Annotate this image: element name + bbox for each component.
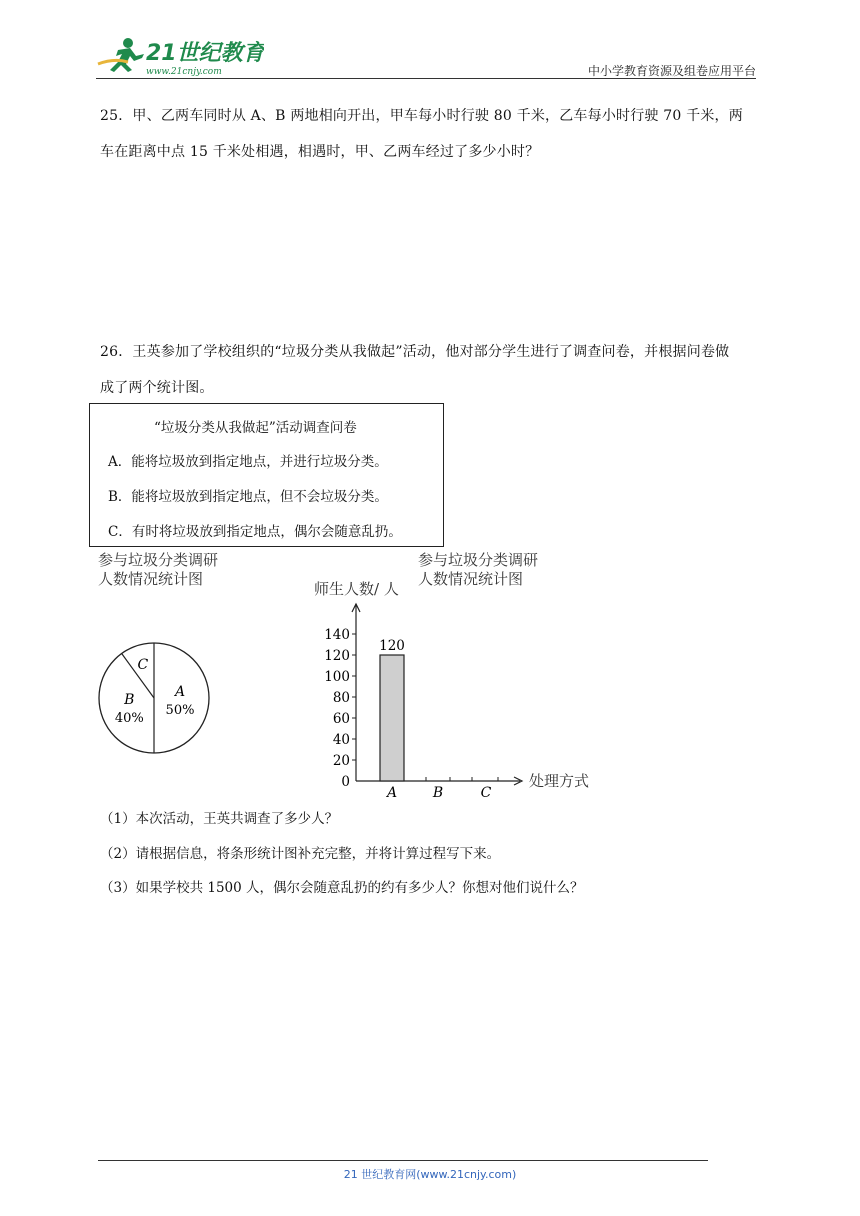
y-tick-label: 120	[324, 648, 350, 664]
pie-slice-percent: 40%	[114, 711, 144, 727]
y-tick-label: 140	[324, 627, 350, 643]
y-tick-label: 80	[332, 690, 350, 706]
bar-chart	[300, 574, 600, 804]
bar-y-axis-label: 师生人数/ 人	[314, 580, 399, 598]
y-tick-label: 100	[324, 669, 350, 685]
pie-slice-label: A	[174, 684, 186, 700]
question-25-line1: 25．甲、乙两车同时从 A、B 两地相向开出，甲车每小时行驶 80 千米，乙车每小时行驶 70 千米，两	[100, 108, 743, 124]
footer-link[interactable]: 21 世纪教育网(www.21cnjy.com)	[343, 1168, 517, 1181]
pie-chart-title	[98, 551, 218, 589]
y-tick-label: 40	[332, 732, 350, 748]
bar-title-line1: 参与垃圾分类调研	[418, 551, 539, 569]
pie-slice-percent: 50%	[165, 703, 195, 718]
logo-url: www.21cnjy.com	[146, 67, 222, 77]
survey-box	[89, 403, 444, 547]
x-tick-label: C	[480, 785, 492, 801]
sub-question-3: （3）如果学校共 1500 人，偶尔会随意乱扔的约有多少人？你想对他们说什么？	[100, 880, 584, 896]
question-25-line2: 车在距离中点 15 千米处相遇，相遇时，甲、乙两车经过了多少小时？	[100, 144, 540, 160]
bar-data-label: 120	[379, 638, 405, 654]
header-divider	[96, 78, 756, 79]
survey-option-c: C．有时将垃圾放到指定地点，偶尔会随意乱扔。	[108, 524, 402, 540]
pie-slice-label: C	[137, 656, 149, 673]
survey-option-a: A．能将垃圾放到指定地点，并进行垃圾分类。	[108, 454, 388, 470]
y-tick-label: 60	[332, 711, 350, 727]
pie-slice-label: B	[124, 692, 135, 709]
logo-wordmark: 21世纪教育	[146, 41, 264, 66]
question-26	[100, 334, 762, 406]
x-tick-label: A	[386, 785, 398, 801]
y-tick-label: 0	[341, 774, 350, 790]
site-logo	[94, 34, 264, 78]
runner-logo-icon	[98, 38, 144, 72]
y-tick-label: 20	[332, 753, 350, 769]
footer-divider	[98, 1160, 708, 1161]
platform-label: 中小学教育资源及组卷应用平台	[587, 64, 756, 78]
question-26-line2: 成了两个统计图。	[100, 380, 214, 396]
sub-question-2: （2）请根据信息，将条形统计图补充完整，并将计算过程写下来。	[100, 846, 501, 862]
survey-option-b: B．能将垃圾放到指定地点，但不会垃圾分类。	[108, 489, 388, 505]
bar-title-line2: 人数情况统计图	[418, 570, 524, 588]
pie-title-line1: 参与垃圾分类调研	[98, 551, 219, 569]
pie-chart	[96, 640, 212, 756]
question-25	[100, 98, 762, 170]
sub-question-1: （1）本次活动，王英共调查了多少人？	[100, 811, 339, 827]
x-tick-label: B	[432, 785, 444, 801]
survey-title: “垃圾分类从我做起”活动调查问卷	[154, 420, 357, 436]
pie-title-line2: 人数情况统计图	[98, 570, 204, 588]
bar-A	[380, 655, 404, 781]
bar-x-axis-label: 处理方式	[529, 772, 590, 790]
question-26-line1: 26．王英参加了学校组织的“垃圾分类从我做起”活动，他对部分学生进行了调查问卷，并根据问卷做	[100, 344, 730, 360]
